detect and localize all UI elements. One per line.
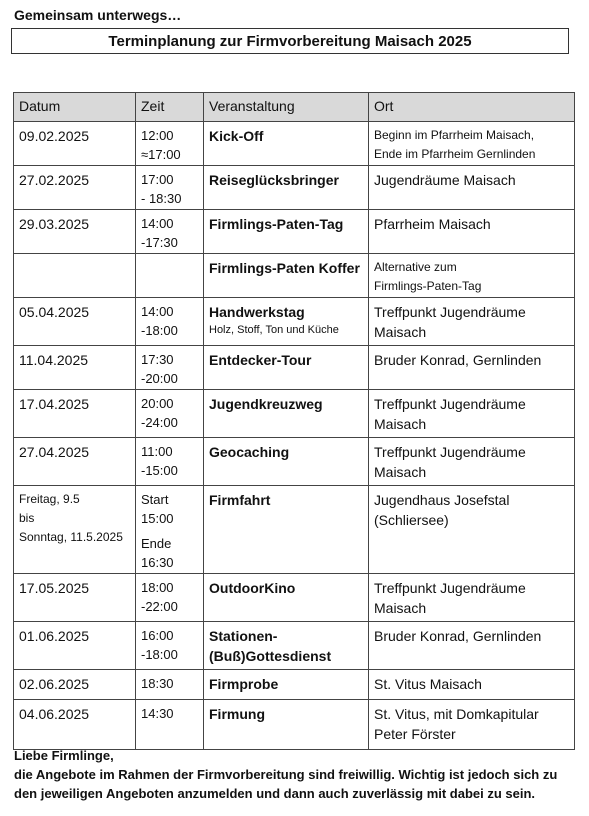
cell-veranstaltung — [204, 122, 369, 166]
cell-datum — [14, 346, 136, 390]
datum-line: bis — [19, 511, 35, 525]
ort-line: Maisach — [374, 416, 427, 432]
cell-datum — [14, 254, 136, 298]
ort-line: Ende im Pfarrheim Gernlinden — [374, 147, 536, 161]
cell-datum — [14, 700, 136, 750]
datum-line: 04.06.2025 — [19, 706, 90, 722]
header-veranstaltung: Veranstaltung — [204, 93, 369, 122]
cell-veranstaltung — [204, 700, 369, 750]
header-datum: Datum — [14, 93, 136, 122]
cell-zeit — [136, 438, 204, 486]
cell-veranstaltung — [204, 574, 369, 622]
table-row — [14, 298, 575, 346]
ort-line: Alternative zum — [374, 260, 457, 274]
cell-veranstaltung — [204, 254, 369, 298]
table-row — [14, 254, 575, 298]
cell-ort — [369, 122, 575, 166]
ort-line: St. Vitus Maisach — [374, 676, 482, 692]
footer-text: die Angebote im Rahmen der Firmvorbereitung sind freiwillig. Wichtig ist jedoch sich zu den jeweiligen Angeboten anzumelden und dann auch zuverlässig mit dabei zu sein. — [14, 767, 558, 801]
zeit-line: 14:00 — [141, 216, 174, 231]
ort-line: Treffpunkt Jugendräume — [374, 444, 526, 460]
cell-zeit — [136, 670, 204, 700]
cell-zeit — [136, 298, 204, 346]
zeit-line: -18:00 — [141, 647, 178, 662]
datum-line: Freitag, 9.5 — [19, 492, 80, 506]
cell-zeit — [136, 622, 204, 670]
zeit-line: 20:00 — [141, 396, 174, 411]
cell-veranstaltung — [204, 346, 369, 390]
table-row — [14, 486, 575, 574]
table-row — [14, 390, 575, 438]
ort-line: Pfarrheim Maisach — [374, 216, 491, 232]
event-title: Jugendkreuzweg — [209, 396, 323, 412]
cell-ort — [369, 622, 575, 670]
cell-ort — [369, 700, 575, 750]
cell-ort — [369, 390, 575, 438]
cell-datum — [14, 122, 136, 166]
table-row — [14, 122, 575, 166]
cell-ort — [369, 298, 575, 346]
cell-ort — [369, 254, 575, 298]
ort-line: Jugendhaus Josefstal — [374, 492, 510, 508]
cell-zeit — [136, 700, 204, 750]
cell-veranstaltung — [204, 166, 369, 210]
footer-greeting: Liebe Firmlinge, — [14, 748, 114, 763]
zeit-line: 11:00 — [141, 444, 173, 459]
zeit-line: - 18:30 — [141, 191, 182, 206]
table-row — [14, 166, 575, 210]
datum-line: 27.02.2025 — [19, 172, 90, 188]
zeit-line: 17:30 — [141, 352, 174, 367]
table-row — [14, 670, 575, 700]
event-subtitle: Holz, Stoff, Ton und Küche — [209, 324, 339, 336]
cell-zeit — [136, 486, 204, 574]
header-ort: Ort — [369, 93, 575, 122]
zeit-line: -17:30 — [141, 235, 178, 250]
cell-datum — [14, 486, 136, 574]
datum-line: 29.03.2025 — [19, 216, 90, 232]
datum-line: 11.04.2025 — [19, 352, 89, 368]
table-row — [14, 574, 575, 622]
zeit-line: -22:00 — [141, 599, 178, 614]
header-zeit: Zeit — [136, 93, 204, 122]
schedule-rows — [14, 122, 575, 750]
datum-line: 27.04.2025 — [19, 444, 90, 460]
event-title: Firmlings-Paten-Tag — [209, 216, 344, 232]
datum-line: 17.05.2025 — [19, 580, 90, 596]
zeit-line: 17:00 — [141, 172, 174, 187]
event-title: Firmprobe — [209, 676, 279, 692]
series-heading: Gemeinsam unterwegs… — [14, 7, 182, 23]
zeit-line: 16:00 — [141, 628, 174, 643]
event-title: Firmfahrt — [209, 492, 271, 508]
cell-veranstaltung — [204, 298, 369, 346]
cell-ort — [369, 210, 575, 254]
cell-ort — [369, 574, 575, 622]
table-row — [14, 622, 575, 670]
cell-ort — [369, 166, 575, 210]
cell-veranstaltung — [204, 670, 369, 700]
ort-line: Treffpunkt Jugendräume — [374, 580, 526, 596]
cell-datum — [14, 166, 136, 210]
datum-line: 01.06.2025 — [19, 628, 90, 644]
cell-veranstaltung — [204, 438, 369, 486]
ort-line: Jugendräume Maisach — [374, 172, 516, 188]
ort-line: Bruder Konrad, Gernlinden — [374, 628, 542, 644]
ort-line: Treffpunkt Jugendräume — [374, 396, 526, 412]
event-title: Entdecker-Tour — [209, 352, 312, 368]
zeit-line: -20:00 — [141, 371, 178, 386]
datum-line: 09.02.2025 — [19, 128, 90, 144]
cell-datum — [14, 210, 136, 254]
zeit-line: 14:00 — [141, 304, 174, 319]
table-header-row — [14, 93, 575, 122]
zeit-line: 14:30 — [141, 706, 174, 721]
zeit-line: Start 15:00 — [141, 492, 174, 526]
cell-zeit — [136, 574, 204, 622]
ort-line: Maisach — [374, 324, 427, 340]
table-row — [14, 346, 575, 390]
cell-veranstaltung — [204, 390, 369, 438]
cell-datum — [14, 298, 136, 346]
event-title: Firmlings-Paten Koffer — [209, 260, 360, 276]
footer-note — [14, 746, 574, 803]
ort-line: Maisach — [374, 464, 427, 480]
cell-zeit — [136, 346, 204, 390]
event-title: Firmung — [209, 706, 265, 722]
cell-datum — [14, 622, 136, 670]
ort-line: Maisach — [374, 600, 427, 616]
event-title: Handwerkstag — [209, 304, 305, 320]
zeit-line: -15:00 — [141, 463, 178, 478]
zeit-line: ≈17:00 — [141, 147, 181, 162]
ort-line: Beginn im Pfarrheim Maisach, — [374, 128, 535, 142]
cell-datum — [14, 438, 136, 486]
event-title: OutdoorKino — [209, 580, 296, 596]
ort-line: Peter Förster — [374, 726, 456, 742]
cell-zeit — [136, 122, 204, 166]
cell-datum — [14, 670, 136, 700]
cell-ort — [369, 486, 575, 574]
cell-veranstaltung — [204, 486, 369, 574]
cell-zeit — [136, 254, 204, 298]
event-title: Kick-Off — [209, 128, 264, 144]
page-title-text: Terminplanung zur Firmvorbereitung Maisach 2025 — [108, 32, 472, 50]
datum-line: Sonntag, 11.5.2025 — [19, 530, 123, 544]
page-title — [11, 28, 569, 54]
cell-veranstaltung — [204, 622, 369, 670]
cell-ort — [369, 670, 575, 700]
cell-veranstaltung — [204, 210, 369, 254]
zeit-line: 12:00 — [141, 128, 174, 143]
cell-datum — [14, 574, 136, 622]
ort-line: St. Vitus, mit Domkapitular — [374, 706, 539, 722]
cell-ort — [369, 438, 575, 486]
datum-line: 05.04.2025 — [19, 304, 90, 320]
datum-line: 17.04.2025 — [19, 396, 90, 412]
ort-line: Treffpunkt Jugendräume — [374, 304, 526, 320]
zeit-line: -18:00 — [141, 323, 178, 338]
cell-datum — [14, 390, 136, 438]
zeit-line: 18:30 — [141, 676, 174, 691]
zeit-line: -24:00 — [141, 415, 178, 430]
datum-line: 02.06.2025 — [19, 676, 90, 692]
table-row — [14, 210, 575, 254]
event-title: Geocaching — [209, 444, 290, 460]
event-title: Reiseglücksbringer — [209, 172, 339, 188]
schedule-table — [13, 92, 575, 750]
cell-zeit — [136, 166, 204, 210]
cell-zeit — [136, 210, 204, 254]
cell-ort — [369, 346, 575, 390]
event-title: Stationen- (Buß)Gottesdienst — [209, 628, 332, 664]
ort-line: Firmlings-Paten-Tag — [374, 279, 482, 293]
zeit-line: Ende 16:30 — [141, 536, 174, 570]
ort-line: (Schliersee) — [374, 512, 449, 528]
ort-line: Bruder Konrad, Gernlinden — [374, 352, 542, 368]
table-row — [14, 700, 575, 750]
zeit-line: 18:00 — [141, 580, 174, 595]
table-row — [14, 438, 575, 486]
cell-zeit — [136, 390, 204, 438]
